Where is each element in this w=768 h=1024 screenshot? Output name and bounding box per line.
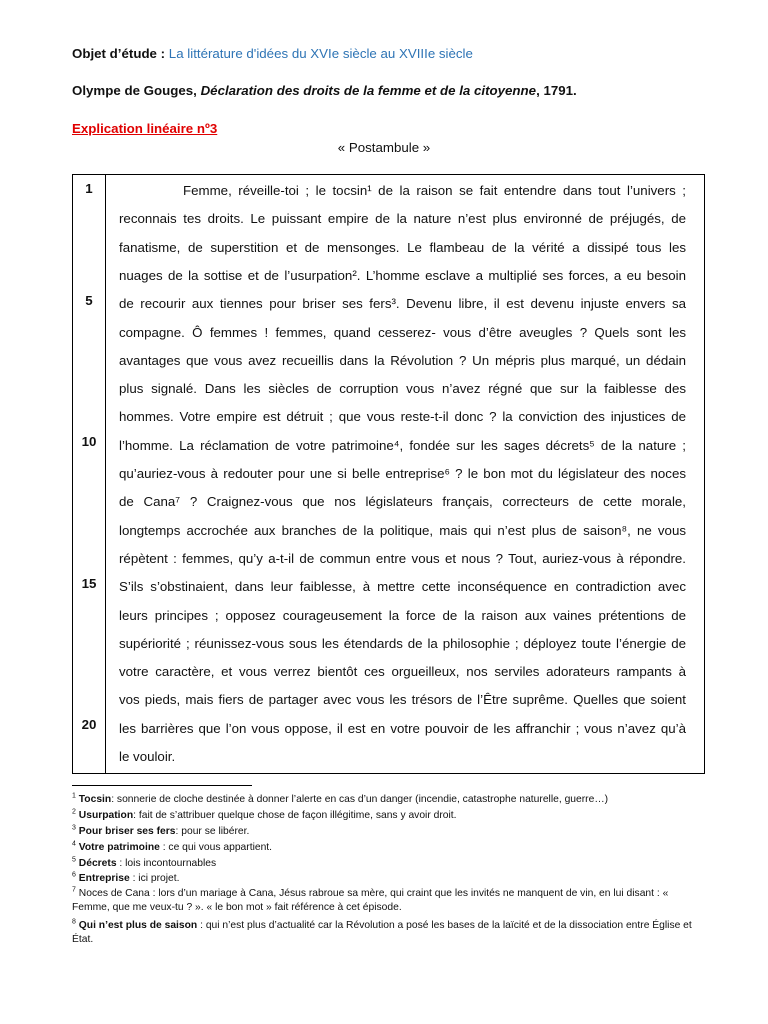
- passage-line: compagne. Ô femmes ! femmes, quand cesserez- vous d’être aveugles ? Quels sont les: [119, 324, 686, 340]
- footnote-definition: : lois incontournables: [116, 858, 217, 869]
- explication-heading: Explication linéaire nº3: [72, 121, 218, 136]
- footnote-definition: : qui n’est plus d’actualité car la Révolution a posé les bases de la laïcité et de la dissociation entre Église et État.: [72, 920, 692, 945]
- passage-line: de recourir aux tiennes pour briser ses fers³. Devenu libre, il est devenu injuste envers sa: [119, 296, 686, 312]
- footnote-number: 1: [72, 792, 76, 800]
- study-object-value: La littérature d'idées du XVIe siècle au XVIIIe siècle: [168, 46, 473, 61]
- passage-line: de Cana⁷ ? Craignez-vous que nos législateurs français, correcteurs de cette morale,: [119, 494, 686, 510]
- footnote-term: Votre patrimoine: [78, 842, 160, 853]
- footnote: [72, 825, 702, 839]
- footnote-term: Qui n’est plus de saison: [78, 920, 198, 931]
- footnote-term: Tocsin: [78, 794, 112, 805]
- footnote: [72, 857, 702, 871]
- footnote-number: 6: [72, 871, 76, 879]
- footnote: [72, 809, 702, 823]
- footnote: [72, 887, 702, 915]
- passage-line: hommes. Votre empire est détruit ; que vous reste-t-il donc ? la conviction des injustices de: [119, 409, 686, 425]
- section-title: « Postambule »: [337, 140, 431, 155]
- passage-line: l’homme. La réclamation de votre patrimoine⁴, fondée sur les sages décrets⁵ de la nature ;: [119, 437, 686, 453]
- passage-line: longtemps accrochée aux branches de la politique, mais qui n’est plus de saison⁸, ne vous: [119, 522, 686, 538]
- study-object: [72, 46, 473, 61]
- study-object-label: Objet d’étude :: [72, 46, 166, 61]
- passage-line: les barrières que l’on vous oppose, il est en votre pouvoir de les affranchir ; vous n’avez qu’à: [119, 720, 686, 736]
- line-number: 15: [81, 576, 97, 591]
- passage-line: Femme, réveille-toi ; le tocsin¹ de la raison se fait entendre dans tout l’univers ;: [183, 183, 686, 198]
- footnote-number: 4: [72, 840, 76, 848]
- footnote-definition: : sonnerie de cloche destinée à donner l’alerte en cas d’un danger (incendie, catastrophe naturelle, guerre…): [111, 794, 609, 805]
- footnote-term: Entreprise: [78, 873, 130, 884]
- footnote-number: 7: [72, 886, 76, 894]
- line-number: 1: [85, 181, 93, 196]
- passage-line: S’ils s’obstinaient, dans leur faiblesse, à mettre cette inconséquence en contradiction avec: [119, 579, 686, 595]
- footnote-number: 2: [72, 808, 76, 816]
- passage-line: nuages de la sottise et de l’usurpation². L’homme esclave a multiplié ses forces, a eu besoin: [119, 267, 686, 283]
- footnote-number: 5: [72, 856, 76, 864]
- footnote: [72, 919, 702, 947]
- work-title: Déclaration des droits de la femme et de la citoyenne: [200, 83, 537, 98]
- footnote-term: Décrets: [78, 858, 117, 869]
- line-number-column: [73, 175, 106, 773]
- passage-line: répètent : femmes, qu’y a-t-il de commun entre vous et nous ? Tout, auriez-vous à répondre.: [119, 550, 686, 566]
- footnote-definition: Noces de Cana : lors d’un mariage à Cana, Jésus rabroue sa mère, qui craint que les invités ne manquent de vin, en lui disant : « Femme, que me veux-tu ? ». « le bon mot » fait référence à cet épisode.: [72, 888, 669, 913]
- work-year: , 1791.: [536, 83, 577, 98]
- footnote-number: 3: [72, 824, 76, 832]
- text-table: [72, 174, 705, 774]
- line-number: 20: [81, 717, 97, 732]
- footnote: [72, 841, 702, 855]
- footnote: [72, 793, 702, 807]
- line-number: 10: [81, 434, 97, 449]
- passage-line: qu’auriez-vous à redouter pour une si belle entreprise⁶ ? le bon mot du législateur des noces: [119, 466, 686, 481]
- footnote-separator: [72, 785, 252, 786]
- passage-line: reconnais tes droits. Le puissant empire de la nature n’est plus environné de préjugés, de: [119, 211, 686, 227]
- passage-line: fanatisme, de superstition et de mensonges. Le flambeau de la vérité a dissipé tous les: [119, 239, 686, 255]
- footnote-definition: : pour se libérer.: [175, 826, 250, 837]
- passage-line: supériorité ; réunissez-vous sous les étendards de la philosophie ; déployez toute l’énergie de: [119, 635, 686, 651]
- passage-line: votre caractère, et vous verrez bientôt ces orgueilleux, nos serviles adorateurs rampants à: [119, 664, 686, 680]
- passage-line: le vouloir.: [119, 749, 176, 764]
- footnote-number: 8: [72, 918, 76, 926]
- line-number: 5: [85, 293, 93, 308]
- footnote-definition: : ici projet.: [129, 873, 180, 884]
- passage-line: vos pieds, mais fiers de partager avec vous les trésors de l’Être suprême. Quelles que soient: [119, 692, 686, 708]
- footnote-term: Usurpation: [78, 810, 134, 821]
- footnote-definition: : fait de s’attribuer quelque chose de façon illégitime, sans y avoir droit.: [133, 810, 457, 821]
- passage-line: plus signalé. Dans les siècles de corruption vous n’avez régné que sur la faiblesse des: [119, 381, 686, 397]
- author-name: Olympe de Gouges,: [72, 83, 197, 98]
- footnote-definition: : ce qui vous appartient.: [159, 842, 273, 853]
- footnote: [72, 872, 702, 886]
- footnote-term: Pour briser ses fers: [78, 826, 176, 837]
- work-reference: [72, 83, 577, 98]
- passage-line: leurs principes ; opposez courageusement la force de la raison aux vaines prétentions de: [119, 607, 686, 623]
- passage-line: avantages que vous avez recueillis dans la Révolution ? Un mépris plus marqué, un dédain: [119, 352, 686, 368]
